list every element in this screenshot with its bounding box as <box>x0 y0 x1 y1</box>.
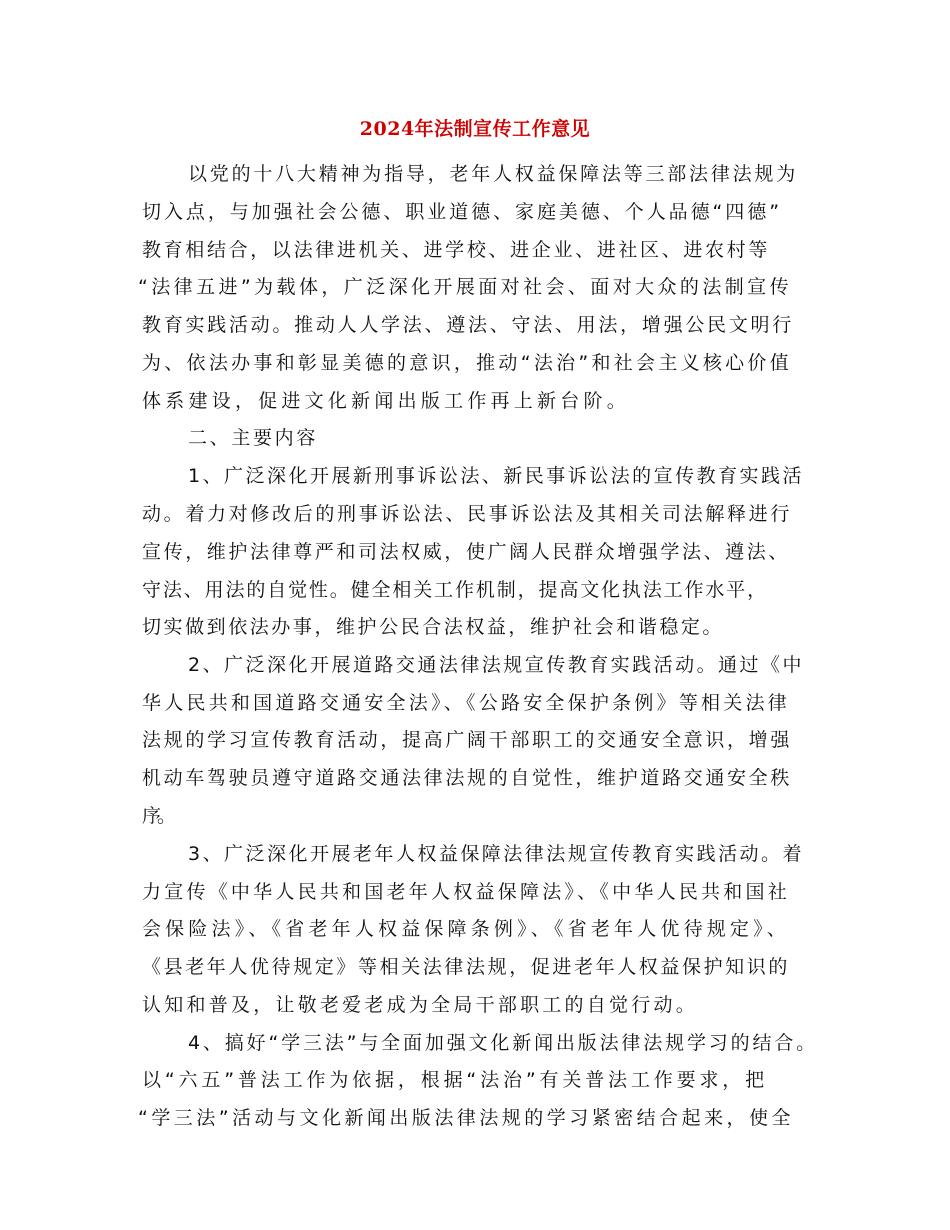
text-line: 二、主要内容 <box>188 427 318 449</box>
text-line: 守法、用法的自觉性。健全相关工作机制，提高文化执法工作水平， <box>142 579 768 601</box>
text-line: 1、广泛深化开展新刑事诉讼法、新民事诉讼法的宣传教育实践活 <box>188 465 804 487</box>
text-line: 为、依法办事和彰显美德的意识，推动“法治”和社会主义核心价值 <box>142 352 792 374</box>
text-line: 切入点，与加强社会公德、职业道德、家庭美德、个人品德“四德” <box>142 201 782 223</box>
text-line: 教育实践活动。推动人人学法、遵法、守法、用法，增强公民文明行 <box>142 314 794 336</box>
text-line: 2、广泛深化开展道路交通法律法规宣传教育实践活动。通过《中 <box>188 654 804 676</box>
text-line: 宣传，维护法律尊严和司法权威，使广阔人民群众增强学法、遵法、 <box>142 541 790 563</box>
text-line: 以“六五”普法工作为依据，根据“法治”有关普法工作要求，把 <box>142 1069 768 1091</box>
document-title: 2024年法制宣传工作意见 <box>359 118 591 140</box>
text-line: 切实做到依法办事，维护公民合法权益，维护社会和谐稳定。 <box>142 616 724 638</box>
text-line: 以党的十八大精神为指导，老年人权益保障法等三部法律法规为 <box>188 163 798 185</box>
text-line: “法律五进”为载体，广泛深化开展面对社会、面对大众的法制宣传 <box>138 276 792 298</box>
text-line: 法规的学习宣传教育活动，提高广阔干部职工的交通安全意识，增强 <box>142 729 792 751</box>
text-line: 体系建设，促进文化新闻出版工作再上新台阶。 <box>142 390 630 412</box>
text-line: 教育相结合，以法律进机关、进学校、进企业、进社区、进农村等 <box>142 239 770 261</box>
text-line: 华人民共和国道路交通安全法》、《公路安全保护条例》等相关法律 <box>142 692 790 714</box>
text-line: “学三法”活动与文化新闻出版法律法规的学习紧密结合起来，使全 <box>138 1107 794 1129</box>
text-line: 3、广泛深化开展老年人权益保障法律法规宣传教育实践活动。着 <box>188 843 804 865</box>
text-line: 机动车驾驶员遵守道路交通法律法规的自觉性，维护道路交通安全秩 <box>142 767 792 789</box>
text-line: 《县老年人优待规定》等相关法律法规，促进老年人权益保护知识的 <box>142 956 790 978</box>
text-line: 4、搞好“学三法”与全面加强文化新闻出版法律法规学习的结合。 <box>188 1032 818 1054</box>
text-line: 会保险法》、《省老年人权益保障条例》、《省老年人优待规定》、 <box>142 918 790 940</box>
text-line: 认知和普及，让敬老爱老成为全局干部职工的自觉行动。 <box>142 994 698 1016</box>
text-line: 序。 <box>142 805 173 827</box>
text-line: 动。着力对修改后的刑事诉讼法、民事诉讼法及其相关司法解释进行 <box>142 503 792 525</box>
text-line: 力宣传《中华人民共和国老年人权益保障法》、《中华人民共和国社 <box>142 881 790 903</box>
